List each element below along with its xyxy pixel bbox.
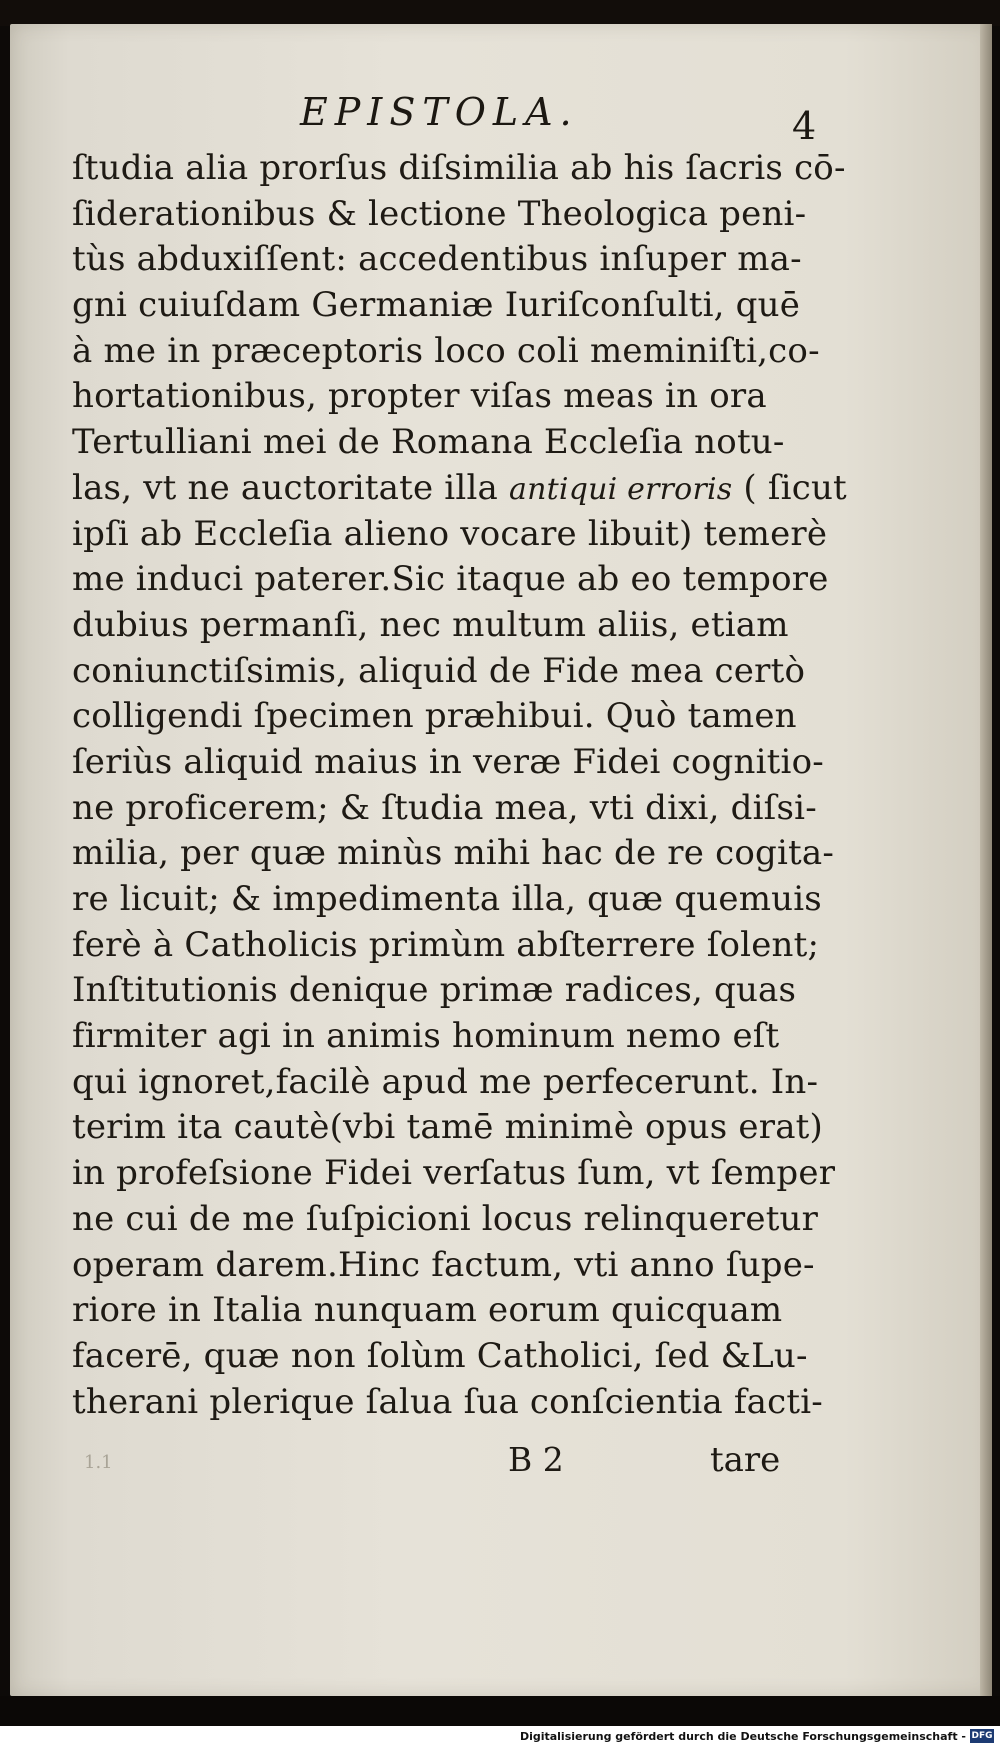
text-line: operam darem.Hinc factum, vti anno ſupe- [72,1244,815,1285]
text-line-with-italic [72,466,847,512]
body-text [72,146,847,1425]
text-line: à me in præceptoris loco coli meminiſti,co- [72,330,820,371]
text-line: me induci paterer.Sic itaque ab eo tempore [72,559,829,600]
text-line: qui ignoret,facilè apud me perfecerunt. In- [72,1061,819,1102]
italic-phrase: antiqui erroris [509,471,733,507]
top-dark-border [0,0,1000,26]
text-line: ſtudia alia prorſus diſsimilia ab his ſacris cō- [72,148,846,188]
bottom-dark-border [0,1696,1000,1726]
text-line-start: las, vt ne auctoritate illa [72,467,499,508]
text-line: riore in Italia nunquam eorum quicquam [72,1290,783,1331]
text-line: firmiter agi in animis hominum nemo eſt [72,1016,780,1057]
dfg-logo: DFG [971,1731,993,1741]
text-line: ſiderationibus & lectione Theologica peni- [72,193,807,234]
text-line: ſeriùs aliquid maius in veræ Fidei cognitio- [72,741,824,782]
digitization-footer [0,1726,1000,1748]
text-line: milia, per quæ minùs mihi hac de re cogita- [72,833,835,874]
text-line: dubius permanſi, nec multum aliis, etiam [72,604,789,645]
text-line: therani plerique ſalua ſua conſcientia facti- [72,1381,823,1422]
text-line: terim ita cautè(vbi tamē minimè opus erat) [72,1107,824,1148]
text-line: in profeſsione Fidei verſatus ſum, vt ſemper [72,1153,836,1194]
text-line: colligendi ſpecimen præhibui. Quò tamen [72,696,797,737]
text-line: Inſtitutionis denique primæ radices, quas [72,970,797,1011]
page-number: 4 [792,104,817,148]
text-line: hortationibus, propter viſas meas in ora [72,376,767,417]
signature-mark: B 2 [508,1440,564,1479]
text-line: ne cui de me ſuſpicioni locus relinqueretur [72,1198,819,1239]
text-line: ne proficerem; & ſtudia mea, vti dixi, diſsi- [72,787,817,828]
text-line: re licuit; & impedimenta illa, quæ quemuis [72,879,822,919]
text-line: coniunctiſsimis, aliquid de Fide mea certò [72,650,806,691]
text-line: ferè à Catholicis primùm abſterrere ſolent; [72,924,820,965]
running-head: EPISTOLA. [300,90,579,134]
text-line-end: ( ſicut [732,467,847,508]
text-line: Tertulliani mei de Romana Eccleſia notu- [72,422,785,463]
funding-credit: Digitalisierung gefördert durch die Deutsche Forschungsgemeinschaft - [519,1730,966,1743]
text-line: tùs abduxiſſent: accedentibus inſuper ma- [72,239,802,280]
bleed-through-mark: 1.1 [84,1452,113,1473]
page-edge-shadow [980,24,992,1696]
text-line: gni cuiuſdam Germaniæ Iuriſconſulti, quē [72,285,801,326]
text-line: ipſi ab Eccleſia alieno vocare libuit) temerè [72,513,828,554]
catchword: tare [710,1440,781,1480]
text-line: facerē, quæ non ſolùm Catholici, ſed &Lu- [72,1335,808,1376]
